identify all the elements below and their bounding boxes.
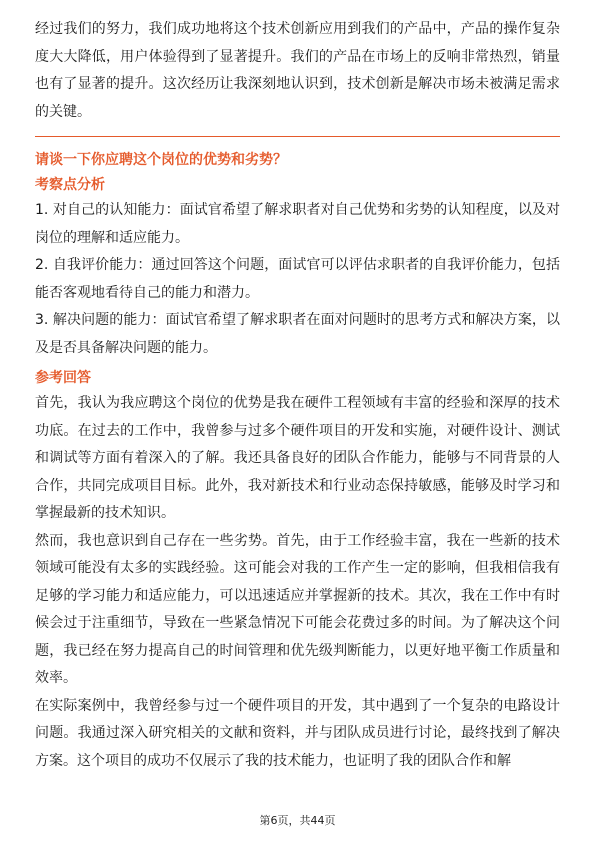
section-divider [35, 136, 560, 137]
analysis-item-3: 3. 解决问题的能力：面试官希望了解求职者在面对问题时的思考方式和解决方案，以及是否具备解决问题的能力。 [35, 312, 560, 356]
analysis-item-1: 1. 对自己的认知能力：面试官希望了解求职者对自己优势和劣势的认知程度，以及对岗位的理解和适应能力。 [35, 202, 560, 246]
page-content [35, 16, 560, 775]
analysis-title: 考察点分析 [35, 177, 105, 193]
page-number: 第6页，共44页 [259, 814, 336, 827]
analysis-item-2: 2. 自我评价能力：通过回答这个问题，面试官可以评估求职者的自我评价能力，包括能否客观地看待自己的能力和潜力。 [35, 257, 560, 301]
answer-title: 参考回答 [35, 370, 91, 386]
answer-paragraph-3: 在实际案例中，我曾经参与过一个硬件项目的开发，其中遇到了一个复杂的电路设计问题。我通过深入研究相关的文献和资料，并与团队成员进行讨论，最终找到了解决方案。这个项目的成功不仅展示了我的技术能力，也证明了我的团队合作和解 [35, 697, 560, 769]
answer-paragraph-2: 然而，我也意识到自己存在一些劣势。首先，由于工作经验丰富，我在一些新的技术领域可能没有太多的实践经验。这可能会对我的工作产生一定的影响，但我相信我有足够的学习能力和适应能力，可以迅速适应并掌握新的技术。其次，我在工作中有时候会过于注重细节，导致在一些紧急情况下可能会花费过多的时间。为了解决这个问题，我已经在努力提高自己的时间管理和优先级判断能力，以更好地平衡工作质量和效率。 [35, 532, 560, 686]
interview-question: 请谈一下你应聘这个岗位的优势和劣势？ [35, 152, 287, 168]
intro-paragraph: 经过我们的努力，我们成功地将这个技术创新应用到我们的产品中，产品的操作复杂度大大降低，用户体验得到了显著提升。我们的产品在市场上的反响非常热烈，销量也有了显著的提升。这次经历让我深刻地认识到，技术创新是解决市场未被满足需求的关键。 [35, 21, 560, 120]
answer-paragraph-1: 首先，我认为我应聘这个岗位的优势是我在硬件工程领域有丰富的经验和深厚的技术功底。在过去的工作中，我曾参与过多个硬件项目的开发和实施，对硬件设计、测试和调试等方面有着深入的了解。我还具备良好的团队合作能力，能够与不同背景的人合作，共同完成项目目标。此外，我对新技术和行业动态保持敏感，能够及时学习和掌握最新的技术知识。 [35, 395, 560, 521]
